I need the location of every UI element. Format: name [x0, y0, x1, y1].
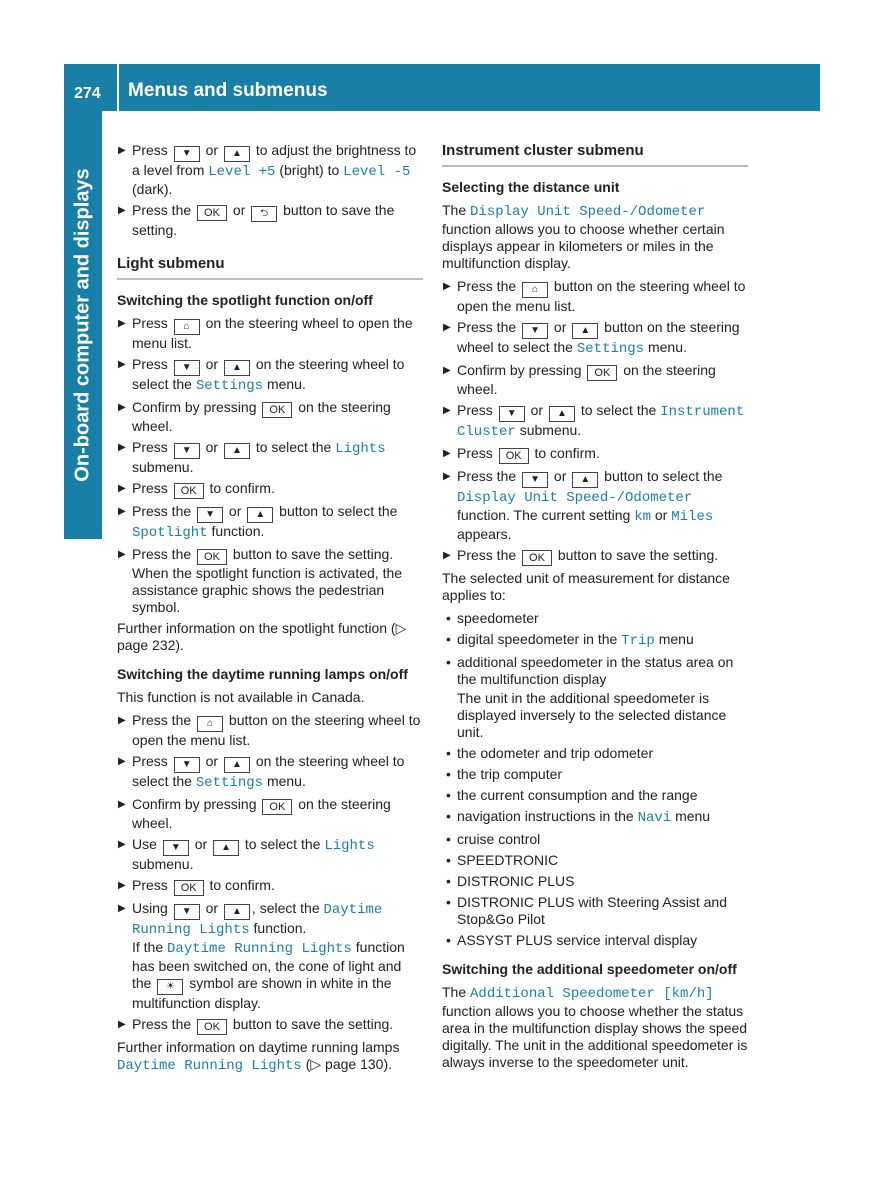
subsection-heading: Selecting the distance unit [442, 179, 620, 195]
step-arrow-icon: ▶ [443, 281, 451, 292]
step-arrow-icon: ▶ [118, 402, 126, 413]
ok-key-icon: OK [262, 402, 292, 418]
down-arrow-icon: ▼ [163, 840, 189, 856]
step: ▶ Press the ▼ or ▲ button to select the Spotlight function. [118, 503, 398, 541]
step: ▶ Press OK to confirm. [118, 877, 275, 894]
step: ▶ Press ▼ or ▲ on the steering wheel to select the Settings menu. [118, 356, 405, 394]
up-arrow-icon: ▲ [224, 360, 250, 376]
list-item: • the trip computer [446, 766, 563, 782]
step: ▶ Confirm by pressing OK on the steering wheel. [118, 399, 391, 434]
ok-key-icon: OK [587, 365, 617, 381]
up-arrow-icon: ▲ [247, 507, 273, 523]
step: ▶ Press the OK button to save the setting. [118, 1016, 394, 1033]
step: ▶ Use ▼ or ▲ to select the Lights submenu. [118, 836, 375, 872]
step: ▶ Press the ▼ or ▲ button to select the Display Unit Speed-/Odometer function. The current setting km or Miles appears. [443, 468, 723, 542]
subsection-heading: Switching the daytime running lamps on/off [117, 666, 408, 682]
list-item: • digital speedometer in the Trip menu [446, 631, 694, 649]
bullet-icon: • [446, 808, 451, 824]
up-arrow-icon: ▲ [549, 406, 575, 422]
subsection-heading: Switching the additional speedometer on/off [442, 961, 737, 977]
down-arrow-icon: ▼ [522, 323, 548, 339]
display-text: Lights [335, 441, 386, 457]
list-item: • the current consumption and the range [446, 787, 698, 803]
ok-key-icon: OK [262, 799, 292, 815]
step-arrow-icon: ▶ [443, 550, 451, 561]
display-text: Lights [324, 838, 375, 854]
paragraph: The Additional Speedometer [km/h] function allows you to choose whether the status area in the multifunction display shows the speed digitally. The unit in the additional speedometer is always inverse to the speedometer unit. [442, 984, 748, 1070]
page-header [64, 64, 820, 111]
display-text: km [634, 509, 651, 525]
step-arrow-icon: ▶ [118, 506, 126, 517]
home-icon: ⌂ [522, 282, 548, 298]
step-arrow-icon: ▶ [443, 471, 451, 482]
down-arrow-icon: ▼ [174, 757, 200, 773]
light-icon: ☀ [157, 979, 183, 995]
step-arrow-icon: ▶ [443, 405, 451, 416]
display-text: Instrument Cluster [457, 404, 745, 440]
page-number: 274 [74, 85, 101, 102]
list-item: • cruise control [446, 831, 541, 847]
display-text: Additional Speedometer [km/h] [470, 986, 714, 1002]
list-item: • DISTRONIC PLUS with Steering Assist and Stop&Go Pilot [446, 894, 727, 927]
list-item: • SPEEDTRONIC [446, 852, 559, 868]
down-arrow-icon: ▼ [499, 406, 525, 422]
display-text: Display Unit Speed-/Odometer [457, 490, 693, 506]
step-arrow-icon: ▶ [443, 322, 451, 333]
up-arrow-icon: ▲ [572, 472, 598, 488]
display-text: Settings [195, 775, 264, 791]
step: ▶ Confirm by pressing OK on the steering wheel. [443, 362, 716, 397]
ok-key-icon: OK [197, 549, 227, 565]
page-title: Menus and submenus [128, 80, 328, 101]
list-item: • the odometer and trip odometer [446, 745, 654, 761]
bullet-icon: • [446, 787, 451, 803]
header-divider [117, 64, 119, 111]
step: ▶ Press ▼ or ▲ to select the Lights submenu. [118, 439, 386, 475]
bullet-icon: • [446, 610, 451, 626]
step-arrow-icon: ▶ [118, 318, 126, 329]
display-text: Settings [576, 341, 645, 357]
step-arrow-icon: ▶ [118, 442, 126, 453]
paragraph: Further information on the spotlight function (▷ page 232). [117, 620, 407, 653]
step: ▶ Using ▼ or ▲ , select the Daytime Running Lights function. If the Daytime Running Lights function has been switched on, the cone of light and the ☀ symbol are shown in white in the multifunction display. [118, 900, 405, 1011]
step: ▶ Press ▼ or ▲ to select the Instrument Cluster submenu. [443, 402, 745, 440]
home-icon: ⌂ [174, 319, 200, 335]
left-column [117, 142, 423, 1081]
right-column [442, 142, 748, 1077]
display-text: Settings [195, 378, 264, 394]
bullet-icon: • [446, 932, 451, 948]
display-text: Trip [621, 633, 655, 649]
display-text: Level -5 [343, 164, 411, 180]
step-arrow-icon: ▶ [118, 715, 126, 726]
paragraph: Further information on daytime running lamps Daytime Running Lights (▷ page 130). [117, 1039, 400, 1074]
step-arrow-icon: ▶ [118, 756, 126, 767]
step-arrow-icon: ▶ [118, 359, 126, 370]
bullet-icon: • [446, 873, 451, 889]
up-arrow-icon: ▲ [224, 146, 250, 162]
bullet-icon: • [446, 831, 451, 847]
step: ▶ Press the OK button to save the setting. [443, 547, 719, 564]
step-arrow-icon: ▶ [118, 205, 126, 216]
list-item: • speedometer [446, 610, 539, 626]
down-arrow-icon: ▼ [522, 472, 548, 488]
display-text: Daytime Running Lights [117, 1058, 302, 1074]
ok-key-icon: OK [174, 880, 204, 896]
step: ▶ Press the ⌂ button on the steering wheel to open the menu list. [118, 712, 421, 748]
ok-key-icon: OK [499, 448, 529, 464]
ok-key-icon: OK [522, 550, 552, 566]
chapter-label: On-board computer and displays [71, 168, 94, 482]
bullet-icon: • [446, 631, 451, 647]
bullet-icon: • [446, 894, 451, 910]
up-arrow-icon: ▲ [224, 904, 250, 920]
paragraph: The selected unit of measurement for distance applies to: [442, 570, 730, 603]
ok-key-icon: OK [174, 483, 204, 499]
list-item: • navigation instructions in the Navi menu [446, 808, 711, 826]
step-arrow-icon: ▶ [118, 799, 126, 810]
paragraph: The Display Unit Speed-/Odometer function allows you to choose whether certain displays appear in kilometers or miles in the multifunction display. [442, 202, 725, 271]
step: ▶ Press the ▼ or ▲ button on the steering wheel to select the Settings menu. [443, 319, 740, 357]
display-text: Spotlight [132, 525, 208, 541]
step-arrow-icon: ▶ [118, 880, 126, 891]
display-text: Display Unit Speed-/Odometer [470, 204, 706, 220]
home-icon: ⌂ [197, 716, 223, 732]
section-heading: Light submenu [117, 255, 423, 280]
step: ▶ Press the OK button to save the setting. When the spotlight function is activated, the assistance graphic shows the pedestrian symbol. [118, 546, 403, 615]
bullet-icon: • [446, 766, 451, 782]
section-heading: Instrument cluster submenu [442, 142, 748, 167]
list-item: • DISTRONIC PLUS [446, 873, 575, 889]
step-arrow-icon: ▶ [118, 1019, 126, 1030]
display-text: Daytime Running Lights [132, 902, 383, 938]
ok-key-icon: OK [197, 205, 227, 221]
down-arrow-icon: ▼ [197, 507, 223, 523]
down-arrow-icon: ▼ [174, 360, 200, 376]
step-arrow-icon: ▶ [118, 549, 126, 560]
step-save-brightness: ▶ Press the OK or ⮌ button to save the setting. [118, 202, 395, 238]
subsection-heading: Switching the spotlight function on/off [117, 292, 373, 308]
step: ▶ Press ▼ or ▲ on the steering wheel to select the Settings menu. [118, 753, 405, 791]
list-item-note: The unit in the additional speedometer is displayed inversely to the selected distance unit. [457, 690, 727, 740]
step-arrow-icon: ▶ [118, 145, 126, 156]
up-arrow-icon: ▲ [224, 443, 250, 459]
down-arrow-icon: ▼ [174, 443, 200, 459]
ok-key-icon: OK [197, 1019, 227, 1035]
step-arrow-icon: ▶ [118, 483, 126, 494]
display-text: Miles [671, 509, 714, 525]
step-arrow-icon: ▶ [443, 448, 451, 459]
display-text: Level +5 [208, 164, 276, 180]
chapter-tab [64, 111, 102, 539]
down-arrow-icon: ▼ [174, 146, 200, 162]
step: ▶ Press the ⌂ button on the steering wheel to open the menu list. [443, 278, 746, 314]
up-arrow-icon: ▲ [224, 757, 250, 773]
step: ▶ Press OK to confirm. [443, 445, 600, 462]
step-arrow-icon: ▶ [443, 365, 451, 376]
back-icon: ⮌ [251, 206, 277, 222]
down-arrow-icon: ▼ [174, 904, 200, 920]
display-text: Daytime Running Lights [167, 941, 352, 957]
step-arrow-icon: ▶ [118, 839, 126, 850]
display-text: Navi [637, 810, 672, 826]
step: ▶ Press OK to confirm. [118, 480, 275, 497]
step: ▶ Confirm by pressing OK on the steering wheel. [118, 796, 391, 831]
bullet-icon: • [446, 852, 451, 868]
up-arrow-icon: ▲ [572, 323, 598, 339]
bullet-icon: • [446, 654, 451, 670]
list-item: • additional speedometer in the status area on the multifunction display The unit in the additional speedometer is displayed inversely to the selected distance unit. [442, 654, 748, 741]
step-adjust-brightness: ▶ Press ▼ or ▲ to adjust the brightness to a level from Level +5 (bright) to Level -5 (dark). [118, 142, 417, 197]
paragraph: This function is not available in Canada. [117, 689, 365, 705]
step: ▶ Press ⌂ on the steering wheel to open the menu list. [118, 315, 413, 351]
up-arrow-icon: ▲ [213, 840, 239, 856]
bullet-icon: • [446, 745, 451, 761]
list-item: • ASSYST PLUS service interval display [446, 932, 698, 948]
step-arrow-icon: ▶ [118, 903, 126, 914]
